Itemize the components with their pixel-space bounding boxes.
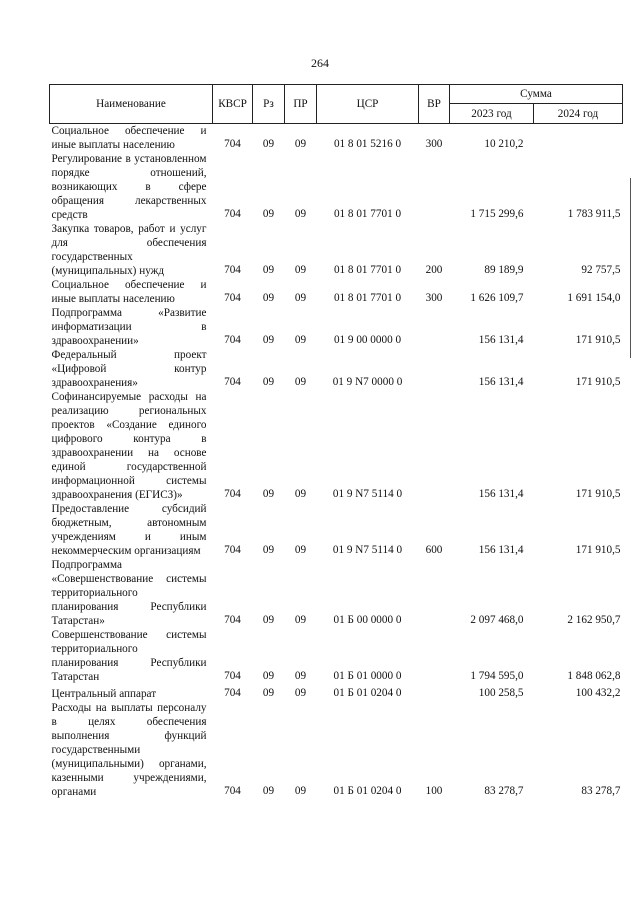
row-vr <box>419 348 450 390</box>
row-vr: 600 <box>425 544 443 556</box>
row-sum-2024: 171 910,5 <box>575 334 621 346</box>
header-csr: ЦСР <box>317 85 419 124</box>
row-rz: 09 <box>262 138 275 150</box>
row-kvsr: 704 <box>224 334 241 346</box>
row-sum-2024: 1 691 154,0 <box>567 292 621 304</box>
row-rz: 09 <box>262 785 275 797</box>
row-kvsr: 704 <box>224 614 241 626</box>
row-rz: 09 <box>262 376 275 388</box>
row-sum-2023: 156 131,4 <box>478 544 524 556</box>
page-number: 264 <box>311 56 329 70</box>
row-sum-2023: 156 131,4 <box>478 334 524 346</box>
row-kvsr: 704 <box>224 138 241 150</box>
row-csr: 01 Б 00 0000 0 <box>333 614 402 626</box>
row-rz: 09 <box>262 544 275 556</box>
row-sum-2023: 89 189,9 <box>484 264 524 276</box>
row-kvsr: 704 <box>224 376 241 388</box>
row-vr: 300 <box>425 292 443 304</box>
row-kvsr: 704 <box>224 208 241 220</box>
row-csr: 01 Б 01 0000 0 <box>333 670 402 682</box>
row-pr: 09 <box>294 376 307 388</box>
row-kvsr: 704 <box>224 670 241 682</box>
table-row <box>50 558 623 628</box>
header-name: Наименование <box>50 85 213 124</box>
row-name: Совершенствование системы территориального планирования Республики Татарстан <box>51 629 207 683</box>
budget-table <box>49 84 623 799</box>
row-sum-2024: 83 278,7 <box>581 785 621 797</box>
row-rz: 09 <box>262 488 275 500</box>
row-vr <box>419 152 450 222</box>
table-row <box>50 306 623 348</box>
row-vr: 200 <box>425 264 443 276</box>
row-name: Регулирование в установленном порядке отношений, возникающих в сфере обращения лекарственных средств <box>51 153 207 221</box>
row-pr: 09 <box>294 785 307 797</box>
row-kvsr: 704 <box>224 292 241 304</box>
row-pr: 09 <box>294 292 307 304</box>
row-pr: 09 <box>294 670 307 682</box>
row-csr: 01 8 01 7701 0 <box>333 264 402 276</box>
row-sum-2023: 83 278,7 <box>484 785 524 797</box>
row-name: Подпрограмма «Развитие информатизации в здравоохранении» <box>51 307 207 347</box>
row-sum-2024: 171 910,5 <box>575 544 621 556</box>
row-name: Федеральный проект «Цифровой контур здравоохранения» <box>51 349 207 389</box>
row-kvsr: 704 <box>224 264 241 276</box>
table-body <box>50 124 623 800</box>
row-sum-2023: 1 715 299,6 <box>470 208 524 220</box>
row-name: Расходы на выплаты персоналу в целях обеспечения выполнения функций государственными (муниципальными) органами, казенными учреждениями, органами <box>51 702 207 798</box>
row-csr: 01 9 N7 0000 0 <box>332 376 403 388</box>
row-sum-2024: 1 848 062,8 <box>567 670 621 682</box>
row-sum-2024: 171 910,5 <box>575 488 621 500</box>
row-vr: 100 <box>425 785 443 797</box>
row-rz: 09 <box>262 687 275 699</box>
row-pr: 09 <box>294 544 307 556</box>
row-rz: 09 <box>262 334 275 346</box>
table-row <box>50 390 623 502</box>
row-sum-2024: 100 432,2 <box>575 687 621 699</box>
row-pr: 09 <box>294 208 307 220</box>
row-sum-2024 <box>534 124 623 153</box>
table-row <box>50 348 623 390</box>
row-kvsr: 704 <box>224 488 241 500</box>
row-sum-2024: 92 757,5 <box>581 264 621 276</box>
row-sum-2023: 156 131,4 <box>478 488 524 500</box>
row-pr: 09 <box>294 614 307 626</box>
row-sum-2023: 1 794 595,0 <box>470 670 524 682</box>
table-row <box>50 628 623 684</box>
row-pr: 09 <box>294 138 307 150</box>
row-sum-2023: 156 131,4 <box>478 376 524 388</box>
row-csr: 01 8 01 7701 0 <box>333 292 402 304</box>
header-vr: ВР <box>419 85 450 124</box>
row-vr <box>419 306 450 348</box>
row-sum-2024: 171 910,5 <box>575 376 621 388</box>
row-name: Социальное обеспечение и иные выплаты населению <box>51 279 207 305</box>
header-sum: Сумма <box>450 85 623 104</box>
header-pr: ПР <box>285 85 317 124</box>
row-rz: 09 <box>262 670 275 682</box>
row-name: Центральный аппарат <box>51 688 157 700</box>
row-sum-2023: 2 097 468,0 <box>470 614 524 626</box>
row-rz: 09 <box>262 614 275 626</box>
table-header <box>50 85 623 124</box>
row-vr: 300 <box>425 138 443 150</box>
row-pr: 09 <box>294 687 307 699</box>
row-rz: 09 <box>262 292 275 304</box>
margin-rule <box>630 178 631 358</box>
header-year-2023: 2023 год <box>450 104 534 124</box>
row-name: Закупка товаров, работ и услуг для обеспечения государственных (муниципальных) нужд <box>51 223 207 277</box>
row-vr <box>419 558 450 628</box>
row-kvsr: 704 <box>224 544 241 556</box>
row-sum-2023: 10 210,2 <box>484 138 524 150</box>
row-sum-2023: 1 626 109,7 <box>470 292 524 304</box>
header-kvsr: КВСР <box>213 85 253 124</box>
row-vr <box>419 390 450 502</box>
row-sum-2023: 100 258,5 <box>478 687 524 699</box>
row-vr <box>419 684 450 701</box>
row-csr: 01 8 01 5216 0 <box>333 138 402 150</box>
row-csr: 01 Б 01 0204 0 <box>333 785 402 797</box>
row-csr: 01 8 01 7701 0 <box>333 208 402 220</box>
row-rz: 09 <box>262 208 275 220</box>
header-rz: Рз <box>253 85 285 124</box>
row-name: Социальное обеспечение и иные выплаты населению <box>51 125 207 151</box>
table-row <box>50 502 623 558</box>
table-row <box>50 152 623 222</box>
row-pr: 09 <box>294 264 307 276</box>
row-vr <box>419 628 450 684</box>
row-name: Софинансируемые расходы на реализацию региональных проектов «Создание единого цифрового контура в здравоохранении на основе единой государственной информационной системы здравоохранения (ЕГИСЗ)» <box>51 391 207 501</box>
row-rz: 09 <box>262 264 275 276</box>
row-csr: 01 9 N7 5114 0 <box>332 488 403 500</box>
table-row <box>50 701 623 799</box>
row-kvsr: 704 <box>224 687 241 699</box>
row-sum-2024: 1 783 911,5 <box>567 208 621 220</box>
table-row <box>50 278 623 306</box>
table-row <box>50 684 623 701</box>
row-sum-2024: 2 162 950,7 <box>567 614 621 626</box>
row-pr: 09 <box>294 334 307 346</box>
row-name: Предоставление субсидий бюджетным, автономным учреждениям и иным некоммерческим организациям <box>51 503 207 557</box>
row-csr: 01 9 N7 5114 0 <box>332 544 403 556</box>
row-csr: 01 Б 01 0204 0 <box>333 687 402 699</box>
row-csr: 01 9 00 0000 0 <box>333 334 402 346</box>
table-row <box>50 222 623 278</box>
row-name: Подпрограмма «Совершенствование системы территориального планирования Республики Татарстан» <box>51 559 207 627</box>
row-kvsr: 704 <box>224 785 241 797</box>
row-pr: 09 <box>294 488 307 500</box>
table-row <box>50 124 623 153</box>
header-year-2024: 2024 год <box>534 104 623 124</box>
